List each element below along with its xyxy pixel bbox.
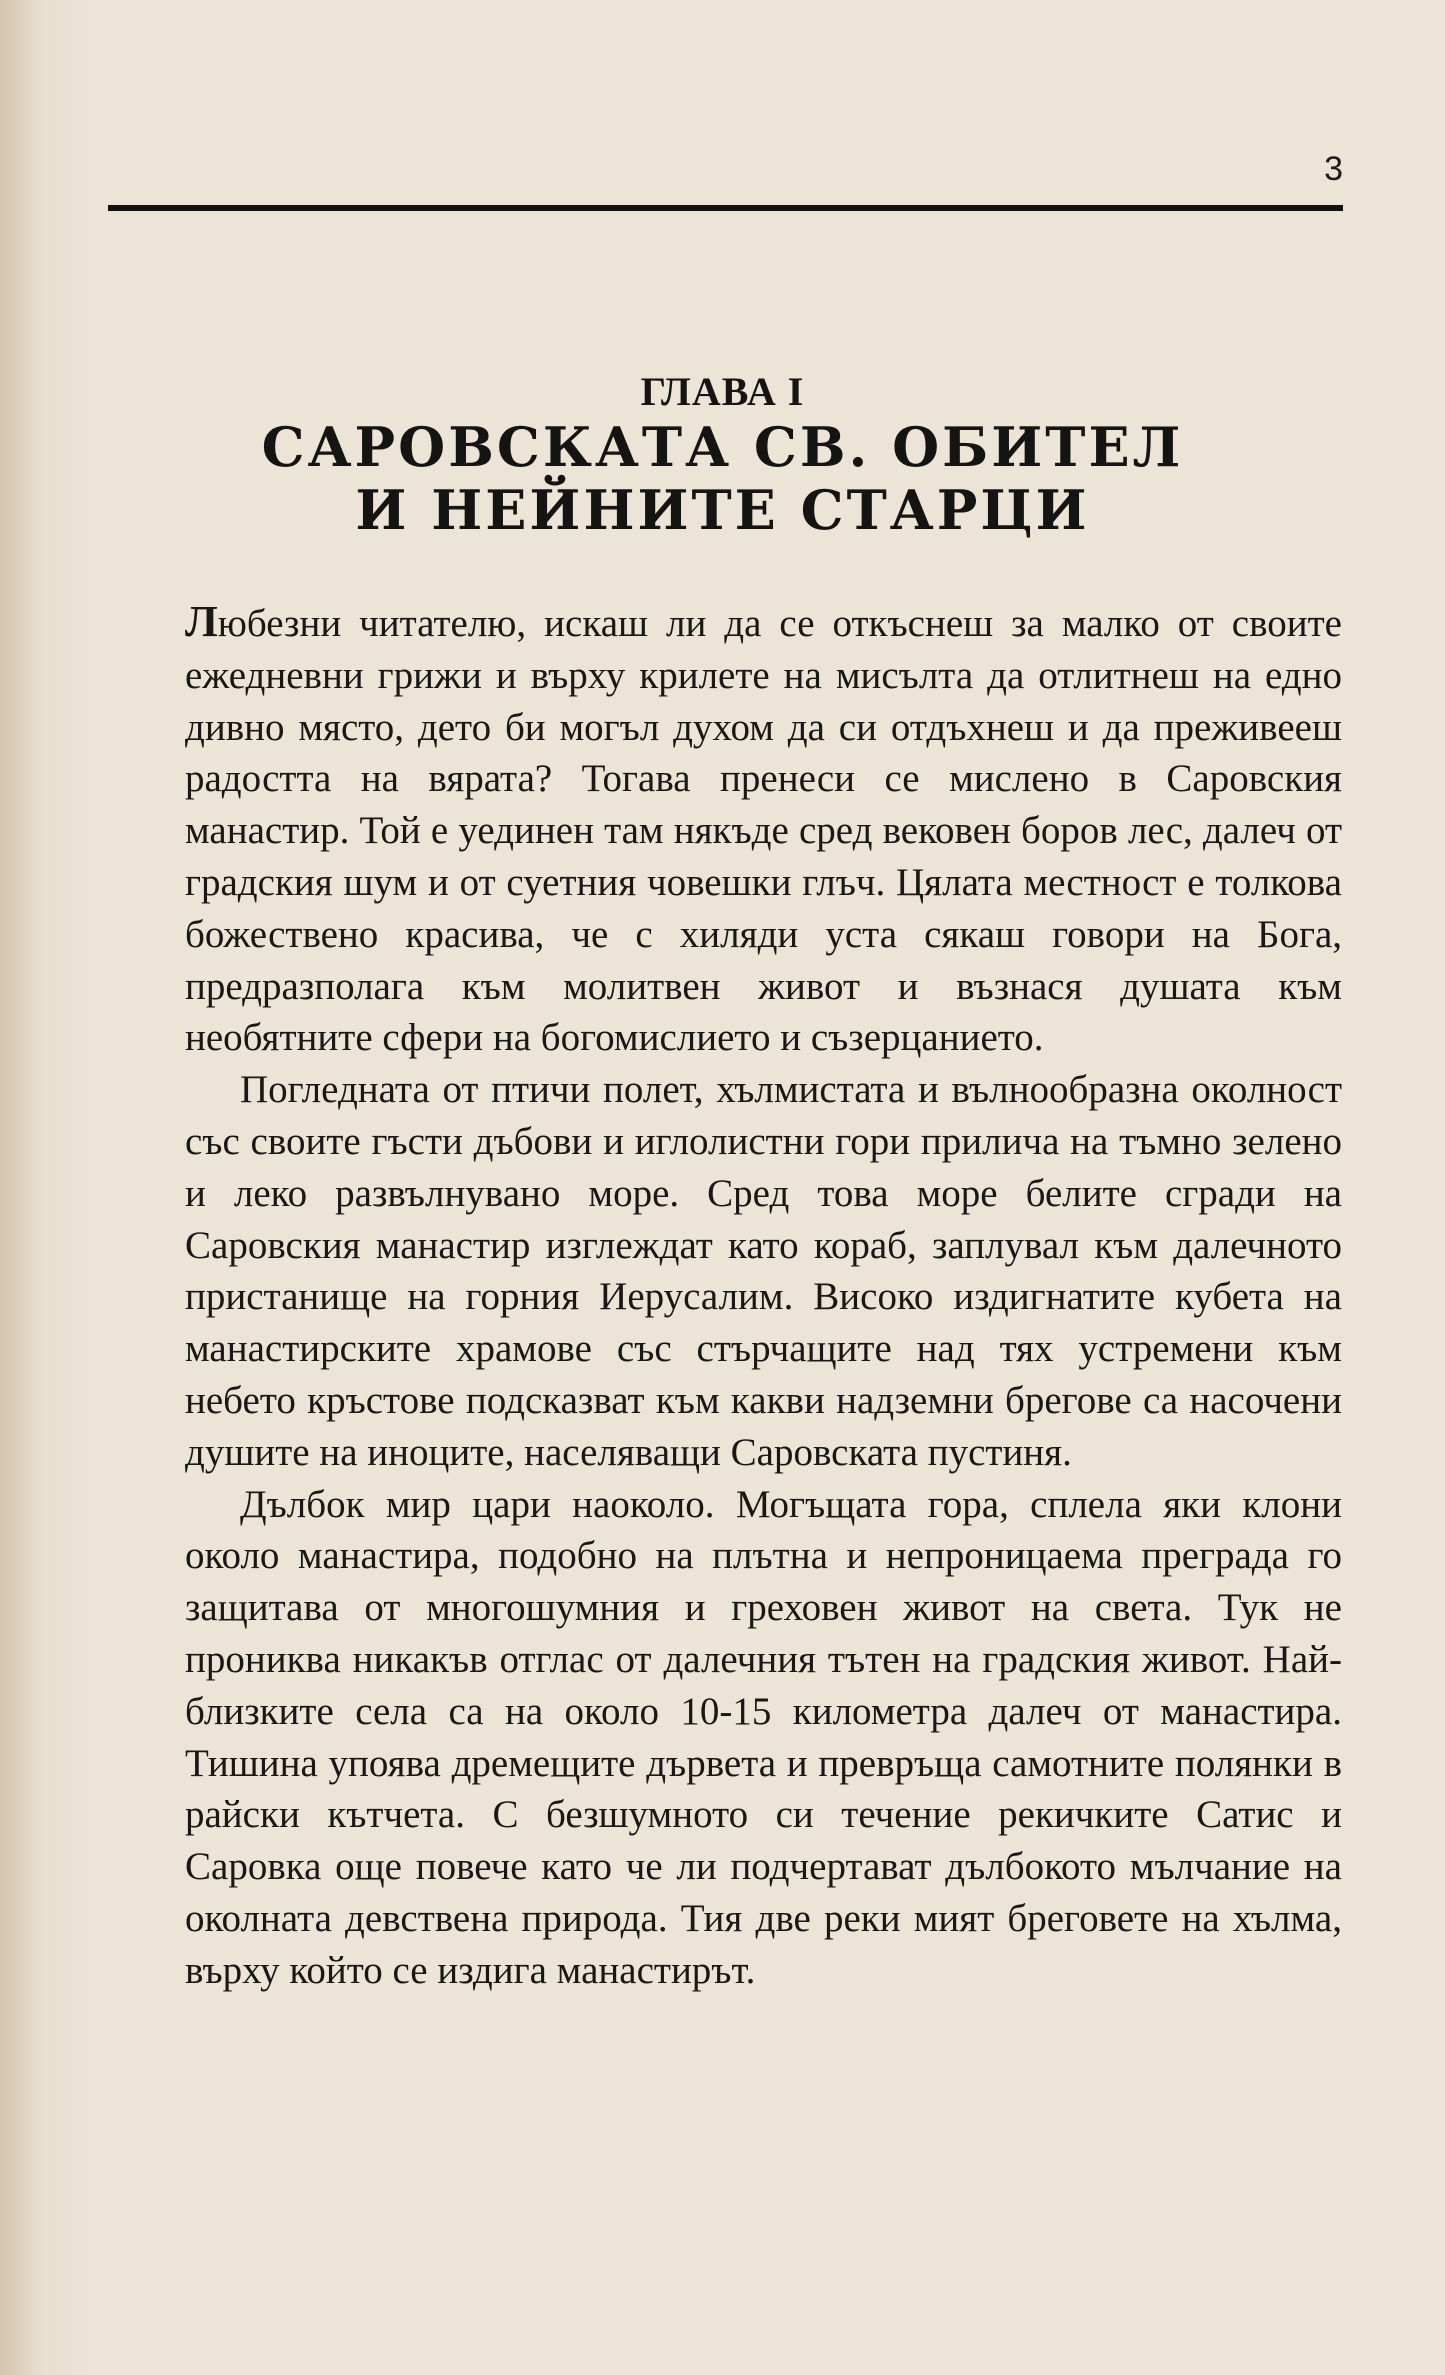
chapter-title-line-2: И НЕЙНИТЕ СТАРЦИ (355, 478, 1090, 542)
drop-cap: Л (185, 597, 218, 646)
chapter-label: ГЛАВА I (640, 369, 805, 414)
page-number: 3 (1324, 150, 1343, 188)
paragraph-2: Погледната от птичи полет, хълмистата и вълнообразна околност със своите гъсти дъбови и иглолистни гори прилича на тъмно зелено и леко развълнувано море. Сред това море белите сгради на Саровския манастир изглеждат като кораб, заплувал към далечното пристанище на горния Иерусалим. Високо издигнатите кубета на манастирските храмове със стърчащите над тях устремени към небето кръстове подсказват към какви надземни брегове са насочени душите на иноците, населяващи Саровската пустиня. (185, 1068, 1342, 1474)
chapter-title-line-1: САРОВСКАТА СВ. ОБИТЕЛ (261, 415, 1184, 479)
paragraph-1 (185, 596, 1342, 1064)
header-rule (108, 205, 1343, 211)
chapter-body (185, 596, 1342, 1997)
paragraph-3: Дълбок мир цари наоколо. Могъщата гора, сплела яки клони около манастира, подобно на плътна и непроницаема преграда го защитава от многошумния и греховен живот на света. Тук не прониква никакъв отглас от далечния тътен на градския живот. Най-близките села са на около 10-15 километра далеч от манастира. Тишина упоява дремещите дървета и превръща самотните полянки в райски кътчета. С безшумното си течение рекичките Сатис и Саровка още повече като че ли подчертават дълбокото мълчание на околната девствена природа. Тия две реки мият бреговете на хълма, върху който се издига манастирът. (185, 1482, 1342, 1992)
paragraph-1-text: юбезни читателю, искаш ли да се откъснеш за малко от своите ежедневни грижи и върху крилете на мисълта да отлитнеш на едно дивно място, дето би могъл духом да си отдъхнеш и да преживееш радостта на вярата? Тогава пренеси се мислено в Саровския манастир. Той е уединен там някъде сред вековен боров лес, далеч от градския шум и от суетния човешки глъч. Цялата местност е толкова божествено красива, че с хиляди уста сякаш говори на Бога, предразполага към молитвен живот и възнася душата към необятните сфери на богомислието и съзерцанието. (185, 602, 1342, 1060)
